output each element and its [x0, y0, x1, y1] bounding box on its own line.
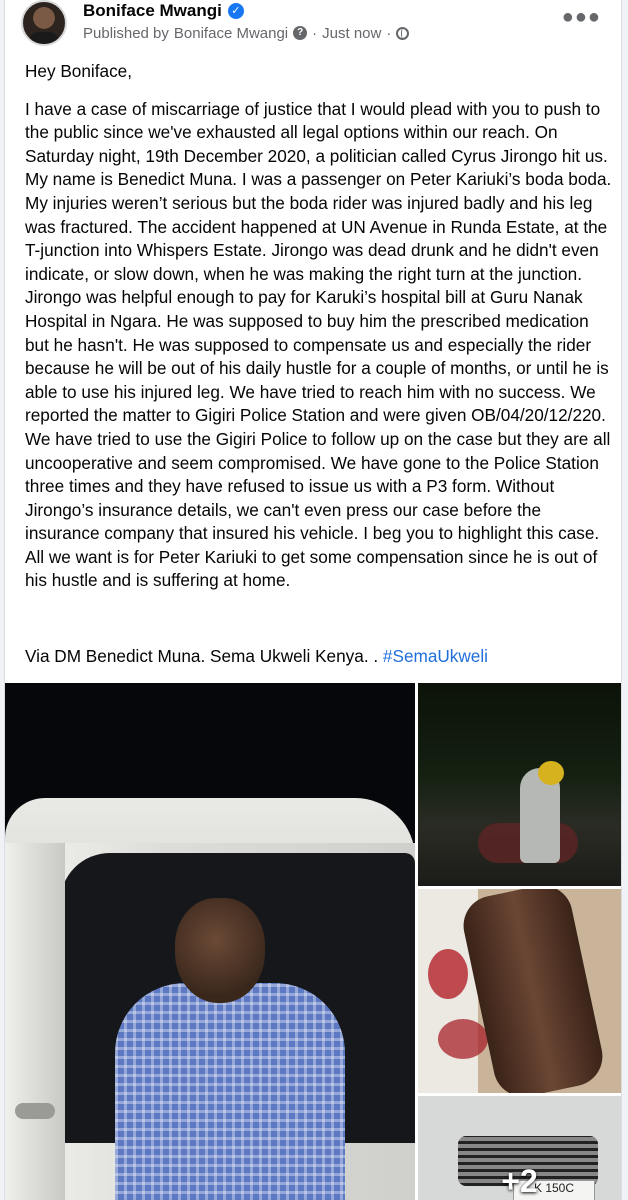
door-handle — [15, 1103, 55, 1119]
post-header — [5, 0, 621, 48]
photo-man-in-car[interactable] — [5, 683, 415, 1200]
photo-grid — [5, 683, 621, 1200]
author-name[interactable]: Boniface Mwangi — [83, 1, 222, 20]
hashtag-link[interactable]: #SemaUkweli — [382, 646, 488, 666]
man-head — [175, 898, 265, 1003]
post-body: I have a case of miscarriage of justice that I would plead with you to push to the public since we've exhausted all legal options within our reach. On Saturday night, 19th December 2020, a politician called Cyrus Jirongo hit us. My name is Benedict Muna. I was a passenger on Peter Kariuki’s boda boda. My injuries weren’t serious but the boda rider was injured badly and his leg was fractured. The accident happened at UN Avenue in Runda Estate, at the T-junction into Whispers Estate. Jirongo was dead drunk and he didn't even indicate, or slow down, when he was making the right turn at the junction. Jirongo was helpful enough to pay for Karuki’s hospital bill at Guru Nanak Hospital in Ngara. He was supposed to buy him the prescribed medication but he hasn't. He was supposed to compensate us and especially the rider because he will be out of his daily hustle for a couple of months, or until he is able to use his injured leg. We have tried to reach him with no success. We reported the matter to Gigiri Police Station and were given OB/04/20/12/220. We have tried to use the Gigiri Police to follow up on the case but they are all uncooperative and seem compromised. We have gone to the Police Station three times and they have refused to issue us with a P3 form. Without Jirongo’s insurance details, we can't even press our case before the insurance company that insured his vehicle. I beg you to highlight this case. All we want is for Peter Kariuki to get some compensation since he is out of his hustle and is suffering at home. — [25, 98, 612, 591]
meta-separator: · — [312, 24, 318, 42]
post-card — [4, 0, 622, 1200]
more-options-icon[interactable]: ●●● — [561, 6, 601, 28]
verified-badge-icon: ✓ — [228, 3, 244, 19]
photo-injured-arm[interactable] — [418, 889, 621, 1093]
post-timestamp[interactable]: Just now — [322, 24, 382, 42]
man-shirt — [115, 983, 345, 1200]
more-photos-count[interactable]: +2 — [501, 1163, 538, 1199]
photo-car-front[interactable] — [418, 1096, 621, 1200]
avatar[interactable] — [21, 0, 67, 46]
help-icon[interactable]: ? — [293, 26, 307, 40]
photo-accident-scene[interactable] — [418, 683, 621, 886]
post-message — [25, 60, 615, 593]
published-by-name[interactable]: Boniface Mwangi — [173, 24, 289, 42]
published-by-prefix: Published by — [83, 24, 169, 42]
globe-icon — [396, 27, 409, 40]
via-line — [25, 645, 488, 669]
meta-separator: · — [386, 24, 392, 42]
post-greeting: Hey Boniface, — [25, 61, 133, 81]
avatar-shirt — [29, 32, 59, 46]
via-text: Via DM Benedict Muna. Sema Ukweli Kenya. . — [25, 646, 383, 666]
door-frame — [5, 843, 65, 1200]
author-row — [83, 0, 244, 22]
blood-stain — [428, 949, 468, 999]
blood-stain — [438, 1019, 488, 1059]
injured-arm — [458, 889, 608, 1093]
post-meta — [83, 23, 409, 43]
license-plate: K 150C — [513, 1180, 595, 1200]
helmet — [538, 761, 564, 785]
